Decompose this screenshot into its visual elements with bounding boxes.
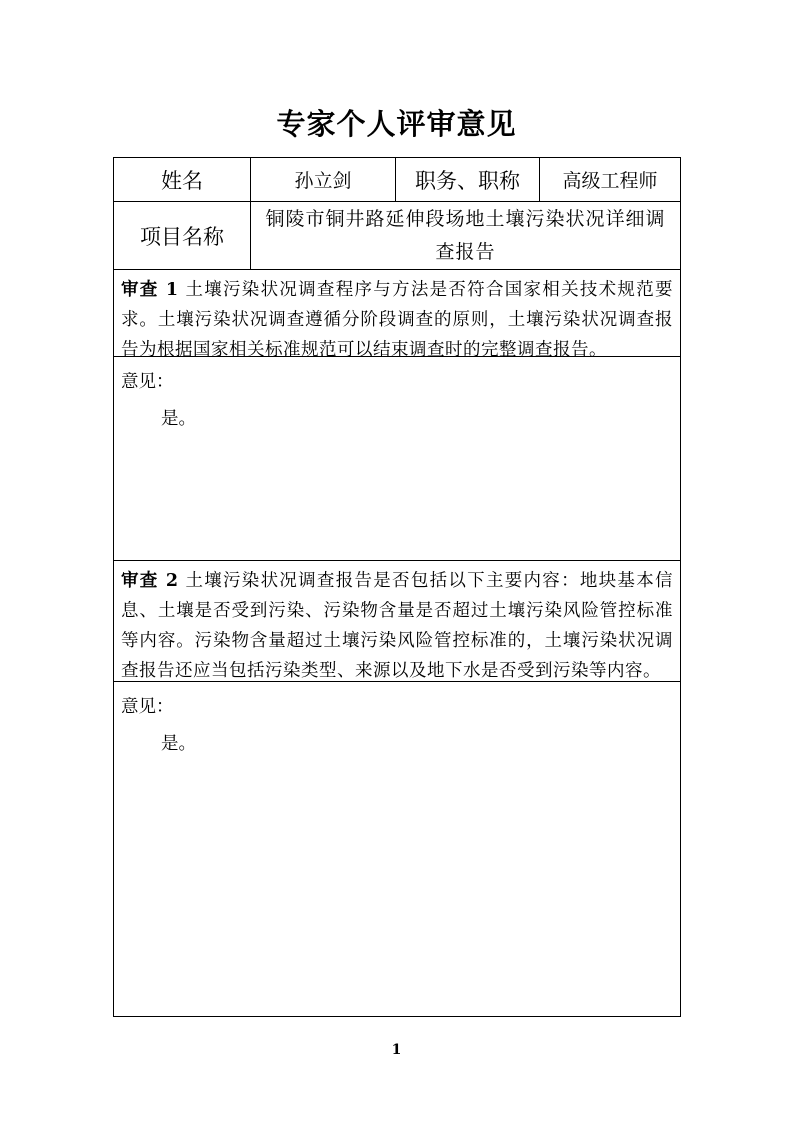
name-label: 姓名: [114, 158, 251, 201]
project-value: 铜陵市铜井路延伸段场地土壤污染状况详细调查报告: [265, 207, 666, 263]
project-label: 项目名称: [114, 202, 251, 269]
review-2-opinion-label: 意见：: [121, 697, 174, 717]
review-2-heading: 审查 2: [121, 571, 179, 591]
review-2-text: 土壤污染状况调查报告是否包括以下主要内容：地块基本信息、土壤是否受到污染、污染物含量是否超过土壤污染风险管控标准等内容。污染物含量超过土壤污染风险管控标准的，土壤污染状况调查报告还应当包括污染类型、来源以及地下水是否受到污染等内容。: [121, 571, 673, 681]
name-value: 孙立剑: [251, 158, 396, 201]
review-1-opinion-label: 意见：: [121, 372, 174, 392]
position-label: 职务、职称: [396, 158, 540, 201]
review-2-opinion: [114, 682, 680, 1015]
review-1-opinion-answer: 是。: [161, 409, 196, 429]
review-2-opinion-answer: 是。: [161, 734, 196, 754]
review-1-question: [114, 270, 680, 360]
header-row-project: [114, 202, 680, 270]
review-1-opinion: [114, 357, 680, 561]
review-1-heading: 审查 1: [121, 280, 179, 300]
review-1-text-block: [121, 275, 673, 365]
page-number: 1: [391, 1042, 402, 1058]
review-2-question: [114, 561, 680, 682]
document-title: 专家个人评审意见: [276, 107, 517, 141]
position-value: 高级工程师: [562, 170, 658, 192]
review-form: [113, 157, 681, 1017]
review-2-text-block: [121, 566, 673, 686]
header-row-name: [114, 158, 680, 202]
review-1-text: 土壤污染状况调查程序与方法是否符合国家相关技术规范要求。土壤污染状况调查遵循分阶段调查的原则，土壤污染状况调查报告为根据国家相关标准规范可以结束调查时的完整调查报告。: [121, 280, 673, 360]
